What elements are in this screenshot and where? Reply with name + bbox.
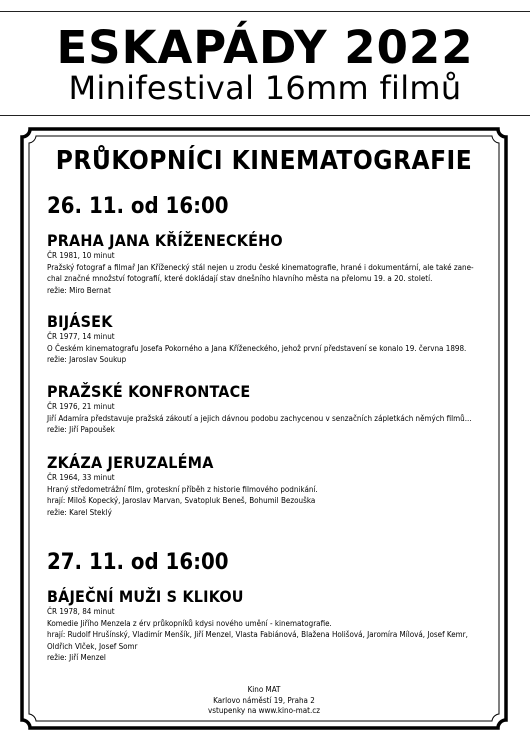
film-description: Pražský fotograf a filmař Jan Kříženecký stál nejen u zrodu české kinematografie, hrané i dokumentární, ale také zane- xyxy=(47,262,474,272)
film-meta: ČR 1976, 21 minut xyxy=(47,402,115,411)
film-meta: ČR 1977, 14 minut xyxy=(47,332,115,341)
header-rule xyxy=(0,115,530,116)
film-title: PRAŽSKÉ KONFRONTACE xyxy=(47,382,251,401)
film-cast: Oldřich Vlček, Josef Somr xyxy=(47,641,138,651)
film-entry xyxy=(47,231,487,296)
venue-name: Kino MAT xyxy=(247,685,281,694)
top-rule xyxy=(0,11,530,12)
day-date: 27. 11. od 16:00 xyxy=(47,550,229,575)
film-entry xyxy=(47,312,487,366)
film-title: BIJÁSEK xyxy=(47,312,113,331)
venue-address: Karlovo náměstí 19, Praha 2 xyxy=(213,695,315,705)
festival-subtitle: Minifestival 16mm filmů xyxy=(68,69,462,107)
film-meta: ČR 1981, 10 minut xyxy=(47,251,115,260)
venue-footer xyxy=(20,685,508,717)
tickets-link[interactable]: vstupenky na www.kino-mat.cz xyxy=(208,706,320,715)
film-entry xyxy=(47,382,487,436)
film-description: Jiří Adamíra představuje pražská zákoutí a jejich dávnou podobu zachycenou v senzačních zápletkách němých filmů... xyxy=(47,413,472,423)
film-meta: ČR 1978, 84 minut xyxy=(47,607,115,616)
program-title: PRŮKOPNÍCI KINEMATOGRAFIE xyxy=(55,146,473,176)
film-description: O Českém kinematografu Josefa Pokorného a Jana Kříženeckého, jehož první představení se konalo 19. června 1898. xyxy=(47,343,467,353)
film-director: režie: Jaroslav Soukup xyxy=(47,355,127,364)
film-cast: hrají: Rudolf Hrušínský, Vladimír Menšík, Jiří Menzel, Vlasta Fabiánová, Blažena Holišová, Jaromíra Mílová, Josef Kemr, xyxy=(47,630,468,639)
day-date: 26. 11. od 16:00 xyxy=(47,194,229,219)
film-description: Komedie Jiřího Menzela z érv průkopníků kdysi nového umění - kinematografie. xyxy=(47,618,332,628)
film-meta: ČR 1964, 33 minut xyxy=(47,473,115,482)
film-director: režie: Miro Bernat xyxy=(47,285,111,295)
film-title: ZKÁZA JERUZALÉMA xyxy=(47,453,214,472)
film-director: režie: Jiří Papoušek xyxy=(47,425,115,434)
film-title: PRAHA JANA KŘÍŽENECKÉHO xyxy=(47,231,283,250)
film-description: chal značné množství fotografií, které dokládají stav dnešního hlavního města na přelomu 19. a 20. století. xyxy=(47,274,433,283)
film-director: režie: Jiří Menzel xyxy=(47,653,106,662)
festival-title: ESKAPÁDY 2022 xyxy=(56,21,474,74)
film-cast: hrají: Miloš Kopecký, Jaroslav Marvan, Svatopluk Beneš, Bohumil Bezouška xyxy=(47,496,316,505)
film-director: režie: Karel Steklý xyxy=(47,507,112,517)
film-entry xyxy=(47,587,487,664)
film-entry xyxy=(47,453,487,518)
film-description: Hraný středometrážní film, groteskní příběh z historie filmového podnikání. xyxy=(47,484,318,494)
film-title: BÁJEČNÍ MUŽI S KLIKOU xyxy=(47,587,244,606)
